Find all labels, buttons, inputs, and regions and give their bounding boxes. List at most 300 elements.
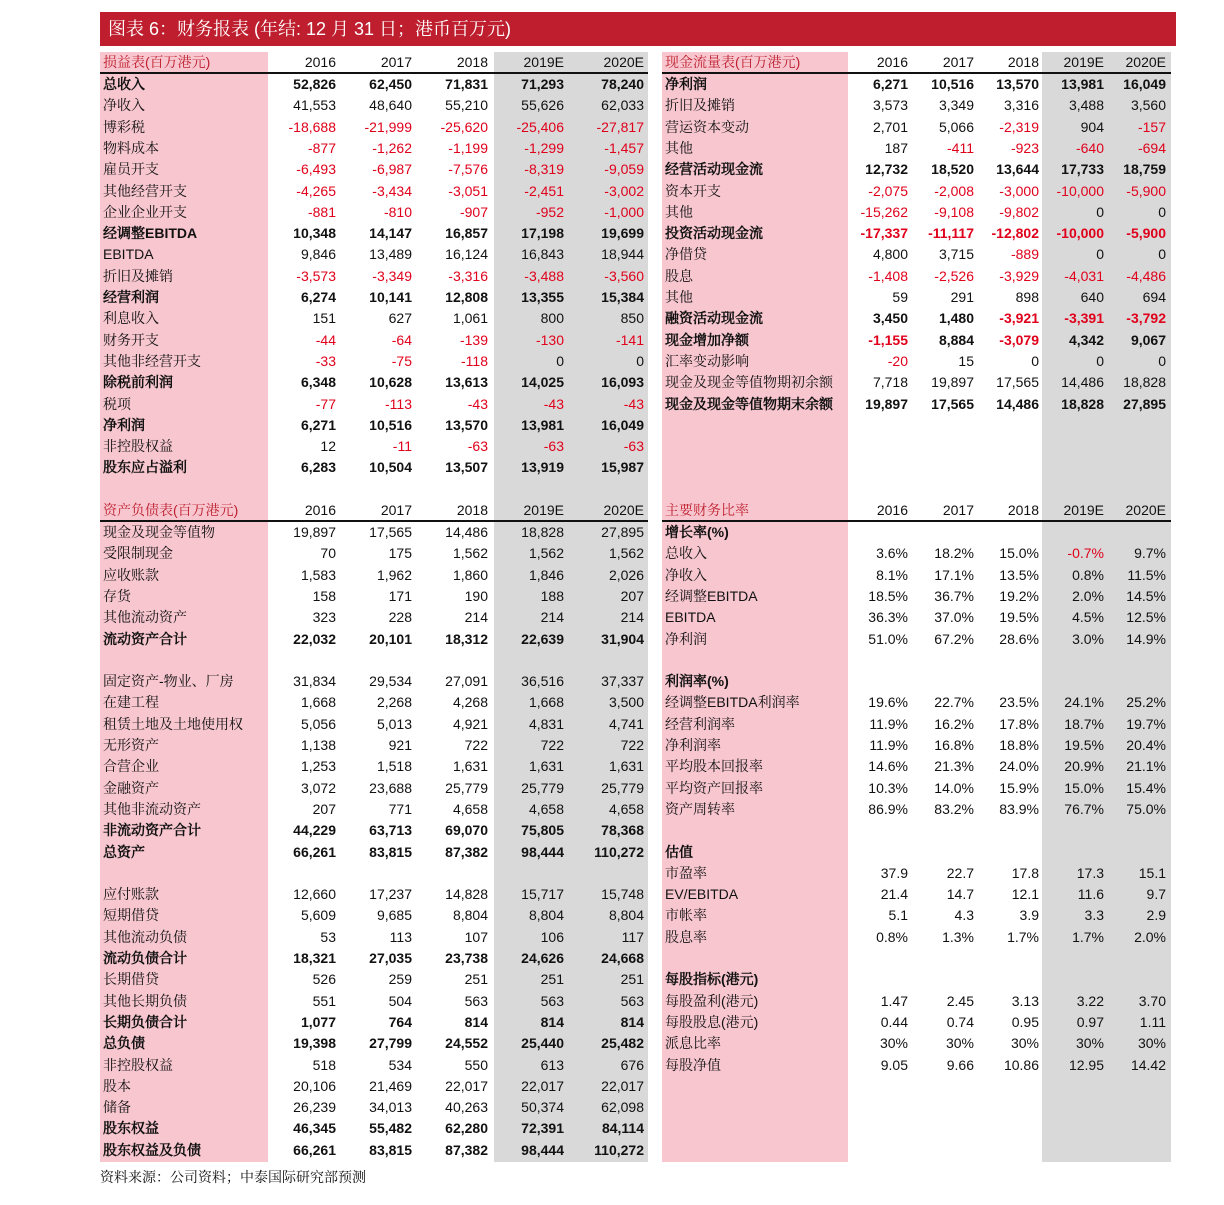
ratios-section-title: 主要财务比率 [665,502,749,518]
table-row [100,948,648,969]
cell-2017: 17,565 [931,395,974,412]
cell-2018: 87,382 [445,843,488,860]
row-label: 非控股权益 [103,1056,173,1073]
ratios-header [662,500,1171,521]
table-row [100,415,648,436]
cell-2016: 26,239 [293,1099,336,1116]
cell-2020e: 2.0% [1134,928,1166,945]
cell-2017: 1,480 [938,310,974,327]
cell-2020e: 37,337 [601,673,644,690]
cell-2019e: 640 [1080,289,1104,305]
table-row [100,778,648,799]
row-label: 资本开支 [665,182,721,199]
row-label: 总资产 [103,843,145,860]
cell-2018: 16,124 [445,246,488,263]
year-header-2018: 2018 [456,502,488,518]
cell-2017: 228 [388,609,412,626]
cell-2016: -881 [307,203,336,220]
cell-2017: 1,518 [376,758,412,775]
row-label: 折旧及摊销 [103,267,173,284]
cell-2020e: -1,457 [604,139,644,156]
year-header-2019e: 2019E [523,54,564,70]
cell-2017: 27,799 [369,1035,412,1052]
cell-2018: 251 [464,971,488,988]
cell-2017: -11,117 [928,225,974,242]
table-row [662,244,1171,265]
cell-2018: -12,802 [991,225,1039,242]
year-header-2017: 2017 [380,502,412,518]
cell-2019e: 17,733 [1061,161,1104,178]
table-row [662,905,1171,926]
cashflow-header [662,52,1171,73]
cell-2019e: 72,391 [521,1120,564,1137]
cell-2018: 17,565 [996,374,1039,391]
cell-2020e: 676 [620,1056,644,1073]
cell-2017: 175 [388,545,412,562]
cell-2018: 1.7% [1007,928,1039,945]
cell-2016: 6,271 [300,416,336,433]
cell-2018: -3,929 [999,267,1039,284]
cell-2020e: 21.1% [1126,758,1166,775]
table-row [662,308,1171,329]
cell-2018: 3,316 [1003,97,1039,114]
cell-2016: 41,553 [293,97,336,114]
cell-2020e: 84,114 [601,1120,644,1137]
table-row [662,799,1171,820]
cell-2018: 8,804 [452,907,488,924]
cell-2017: 113 [389,928,412,945]
cell-2020e: 15,748 [601,886,644,903]
row-label: 融资活动现金流 [665,310,763,327]
row-label: 总收入 [665,545,707,562]
table-row [662,117,1171,138]
cell-2017: 504 [388,992,412,1009]
table-row [662,138,1171,159]
cell-2020e: 14.5% [1126,587,1166,604]
year-header-2019e: 2019E [1063,54,1104,70]
table-row [100,671,648,692]
row-label: 雇员开支 [103,161,159,178]
cell-2018: 722 [464,737,488,753]
cell-2020e: 722 [620,737,644,753]
table-row [662,884,1171,905]
table-row [100,1012,648,1033]
cell-2017: 291 [950,289,974,305]
cell-2018: -9,802 [999,203,1039,220]
table-row [662,565,1171,586]
row-label: 其他长期负债 [103,992,187,1009]
cell-2020e: 15.1 [1138,864,1166,881]
cell-2017: 37.0% [934,609,974,626]
cell-2019e: -3,391 [1064,310,1104,327]
cell-2017: -1,262 [372,139,412,156]
row-label: 总收入 [103,76,145,92]
cell-2020e: 19.7% [1126,715,1166,732]
cell-2020e: 110,272 [594,1141,644,1158]
cell-2018: 19.2% [999,587,1039,604]
cell-2019e: 0.97 [1076,1013,1104,1030]
cell-2017: 9,685 [376,907,412,924]
row-label: 股东应占溢利 [103,459,187,476]
cell-2019e: -1,299 [524,139,564,156]
cell-2018: 4,658 [452,800,488,817]
cell-2017: 17,565 [369,524,412,540]
cell-2018: -889 [1010,246,1039,263]
table-row [100,714,648,735]
cell-2017: 22.7% [934,694,974,711]
cell-2019e: 98,444 [521,1141,564,1158]
cell-2019e: -4,031 [1064,267,1104,284]
row-label: 其他非经营开支 [103,352,201,369]
cell-2019e: 1.7% [1072,928,1104,945]
cell-2020e: -3,002 [604,182,644,199]
cell-2020e: 251 [620,971,644,988]
cell-2020e: 18,944 [601,246,644,263]
cell-2020e: 25.2% [1126,694,1166,711]
cell-2018: 71,831 [445,76,488,92]
cell-2017: 15 [958,352,974,369]
cell-2016: 207 [312,800,336,817]
cell-2017: 83.2% [934,800,974,817]
cell-2019e: -952 [535,203,564,220]
cell-2016: -77 [315,395,336,412]
cell-2016: 44,229 [293,822,336,839]
table-row [662,351,1171,372]
cell-2016: 19,897 [865,395,908,412]
row-label: 市盈率 [665,864,707,881]
cell-2016: 12,660 [293,886,336,903]
row-label: 经营利润 [103,289,159,305]
cell-2018: 3.13 [1011,992,1039,1009]
cell-2017: 10,516 [931,76,974,92]
cell-2020e: 0 [1158,246,1166,263]
cell-2017: 55,482 [369,1120,412,1137]
cell-2016: 11.9% [869,715,908,732]
cell-2018: 28.6% [999,630,1039,647]
cell-2019e: 1,631 [528,758,564,775]
cell-2016: 70 [320,545,336,562]
cell-2016: 21.4 [880,886,908,903]
cell-2018: 25,779 [445,779,488,796]
cell-2020e: -5,900 [1126,182,1166,199]
cell-2018: -3,000 [999,182,1039,199]
cell-2017: 83,815 [369,1141,412,1158]
cell-2020e: 3,560 [1130,97,1166,114]
table-row [662,330,1171,351]
row-label: 股东权益及负债 [103,1141,201,1158]
cell-2020e: 1.11 [1139,1013,1166,1030]
year-header-2016: 2016 [876,502,908,518]
cell-2017: 8,884 [938,331,974,348]
cell-2016: 66,261 [293,1141,336,1158]
row-label: 经调整EBITDA [665,587,758,604]
cell-2016: -3,573 [296,267,336,284]
table-row [662,586,1171,607]
year-header-2020e: 2020E [1125,54,1166,70]
cell-2020e: -3,560 [604,267,644,284]
cell-2019e: -8,319 [524,161,564,178]
row-label: 股息率 [665,928,707,945]
cell-2018: 14,486 [996,395,1039,412]
cell-2019e: 20.9% [1064,758,1104,775]
cell-2018: 814 [464,1013,488,1030]
cell-2017: -6,987 [372,161,412,178]
cell-2017: 21.3% [934,758,974,775]
cell-2016: 5,056 [300,715,336,732]
table-row [662,159,1171,180]
cell-2017: 534 [388,1056,412,1073]
cell-2020e: 11.5% [1127,566,1166,583]
cell-2018: 16,857 [445,225,488,242]
cell-2018: 55,210 [445,97,488,114]
cell-2016: -1,408 [868,267,908,284]
cell-2017: 21,469 [369,1077,412,1094]
row-label: 除税前利润 [103,374,173,391]
cell-2017: -411 [947,139,974,156]
row-label: 股东权益 [103,1120,159,1137]
cell-2016: 36.3% [868,609,908,626]
row-label: 流动负债合计 [103,950,187,966]
row-label: 现金及现金等值物期末余额 [665,395,833,412]
cell-2019e: 0 [1096,352,1104,369]
row-label: 长期负债合计 [103,1013,187,1030]
table-row [100,308,648,329]
row-label: 每股指标(港元) [665,971,759,988]
cell-2018: 190 [464,587,488,604]
cell-2017: 5,066 [938,118,974,135]
cell-2016: 8.1% [876,566,908,583]
row-label: 利息收入 [103,310,159,327]
cell-2018: 13,507 [445,459,488,476]
row-label: 应收账款 [103,566,159,583]
cell-2016: 11.9% [869,737,908,753]
cell-2018: -907 [459,203,488,220]
cell-2020e: 2.9 [1146,907,1166,924]
cell-2020e: -157 [1137,118,1166,135]
cell-2018: 14,486 [445,524,488,540]
row-label: 营运资本变动 [665,118,749,135]
table-row [100,927,648,948]
cell-2020e: 9.7 [1146,886,1166,903]
cell-2017: -9,108 [934,203,974,220]
cell-2018: 1,061 [452,310,488,327]
cell-2016: 59 [892,289,908,305]
row-label: 合营企业 [103,758,159,775]
row-label: 物料成本 [103,139,159,156]
row-label: 财务开支 [103,331,159,348]
row-label: 股本 [103,1077,131,1094]
cell-2018: -1,199 [448,139,488,156]
cell-2018: 0 [1031,352,1039,369]
cell-2016: 4,800 [872,246,908,263]
year-header-2020e: 2020E [603,54,644,70]
cell-2016: 6,271 [872,76,908,92]
table-row [100,522,648,543]
row-label: 净利润 [103,416,145,433]
cell-2019e: 13,981 [1061,76,1104,92]
cell-2019e: 2.0% [1072,587,1104,604]
cell-2019e: 0 [556,352,564,369]
cell-2019e: 3.3 [1084,907,1104,924]
row-label: 经调整EBITDA利润率 [665,694,800,711]
table-row [662,372,1171,393]
cell-2016: 526 [312,971,336,988]
row-label: 净借贷 [665,246,707,263]
cell-2019e: 188 [540,587,564,604]
table-row [662,650,1171,671]
cell-2020e: 24,668 [601,950,644,966]
cell-2018: 13,613 [445,374,488,391]
cell-2018: 550 [464,1056,488,1073]
cell-2016: 18.5% [868,587,908,604]
cell-2020e: 19,699 [601,225,644,242]
row-label: 净利润 [665,76,707,92]
cell-2020e: 30% [1137,1035,1166,1052]
cell-2017: 5,013 [376,715,412,732]
table-row [100,692,648,713]
table-row [100,905,648,926]
cell-2016: 9,846 [300,246,336,263]
cell-2018: 1,631 [452,758,488,775]
cell-2019e: 55,626 [521,97,564,114]
year-header-2017: 2017 [942,502,974,518]
cell-2016: -17,337 [860,225,908,242]
cell-2018: 1,860 [452,566,488,583]
cell-2017: -113 [385,395,412,412]
cell-2020e: -43 [623,395,644,412]
cell-2019e: 3.22 [1076,992,1104,1009]
cell-2018: 40,263 [445,1099,488,1116]
cell-2020e: 850 [620,310,644,327]
cell-2016: 1,077 [300,1013,336,1030]
table-row [100,1055,648,1076]
row-label: 企业企业开支 [103,203,187,220]
cell-2020e: 14.42 [1130,1056,1166,1073]
table-row [100,820,648,841]
cell-2019e: 13,355 [521,289,564,305]
year-header-2017: 2017 [942,54,974,70]
cell-2019e: 75,805 [521,822,564,839]
cell-2016: -6,493 [296,161,336,178]
cell-2017: 27,035 [369,950,412,966]
cell-2017: 771 [388,800,412,817]
year-header-2020e: 2020E [1125,502,1166,518]
cell-2020e: 563 [620,992,644,1009]
cell-2020e: 15,384 [601,289,644,305]
cell-2018: 3.9 [1019,907,1039,924]
cell-2019e: 1,668 [528,694,564,711]
cell-2020e: 62,098 [601,1099,644,1116]
table-row [100,330,648,351]
row-label: 长期借贷 [103,971,159,988]
cell-2016: 20,106 [293,1077,336,1094]
table-row [100,138,648,159]
cell-2019e: 4.5% [1072,609,1104,626]
cell-2019e: 15,717 [521,886,564,903]
cell-2019e: 71,293 [521,76,564,92]
cell-2020e: 0 [1158,352,1166,369]
source-note: 资料来源：公司资料；中泰国际研究部预测 [100,1169,366,1185]
cell-2017: 627 [388,310,412,327]
table-row [662,1012,1171,1033]
table-row [662,714,1171,735]
cell-2020e: 15.4% [1126,779,1166,796]
year-header-2016: 2016 [876,54,908,70]
cell-2020e: 25,482 [601,1035,644,1052]
cell-2019e: -640 [1075,139,1104,156]
cell-2019e: 14,025 [521,374,564,391]
cell-2017: 18,520 [931,161,974,178]
cell-2017: 22.7 [946,864,974,881]
cell-2020e: 15,987 [601,459,644,476]
cell-2017: 63,713 [369,822,412,839]
cell-2018: -3,079 [999,331,1039,348]
row-label: EBITDA [103,246,154,263]
row-label: 每股盈利(港元) [665,992,759,1009]
table-row [662,863,1171,884]
cell-2019e: 4,342 [1068,331,1104,348]
cell-2017: -2,008 [934,182,974,199]
row-label: 其他 [665,289,693,305]
cashflow-section-title: 现金流量表(百万港元) [665,54,801,70]
cell-2016: 5,609 [300,907,336,924]
table-row [662,756,1171,777]
cell-2017: 10,504 [369,459,412,476]
cell-2018: 14,828 [445,886,488,903]
cell-2020e: 31,904 [601,630,644,647]
cell-2019e: 800 [540,310,564,327]
cell-2019e: 36,516 [521,673,564,690]
cell-2017: 29,534 [369,673,412,690]
cell-2017: 17.1% [934,566,974,583]
cell-2017: 36.7% [934,587,974,604]
cell-2016: 7,718 [872,374,908,391]
cell-2019e: 214 [540,609,564,626]
row-label: 估值 [665,843,693,860]
table-row [100,991,648,1012]
cell-2019e: 1,562 [528,545,564,562]
cell-2017: -3,434 [372,182,412,199]
cell-2016: 3,573 [872,97,908,114]
cell-2019e: 0.8% [1072,566,1104,583]
cell-2020e: 78,368 [601,822,644,839]
cell-2016: 6,283 [300,459,336,476]
cell-2019e: 8,804 [528,907,564,924]
table-row [100,863,648,884]
cell-2020e: 4,741 [608,715,644,732]
row-label: 其他流动资产 [103,609,187,626]
table-row [100,842,648,863]
table-row [662,607,1171,628]
cell-2020e: 16,093 [601,374,644,391]
cell-2020e: 25,779 [601,779,644,796]
cell-2017: 83,815 [369,843,412,860]
cell-2019e: -43 [543,395,564,412]
cell-2017: 62,450 [369,76,412,92]
table-row [100,457,648,478]
row-label: 资产周转率 [665,800,735,817]
cell-2016: 37.9 [880,864,908,881]
cell-2017: 16.2% [934,715,974,732]
table-row [100,565,648,586]
table-row [100,1140,648,1161]
cell-2016: 30% [879,1035,908,1052]
row-label: 其他 [665,203,693,220]
cell-2018: 83.9% [999,800,1039,817]
cell-2018: 15.0% [999,545,1039,562]
cell-2016: 5.1 [888,907,908,924]
cell-2020e: 22,017 [601,1077,644,1094]
